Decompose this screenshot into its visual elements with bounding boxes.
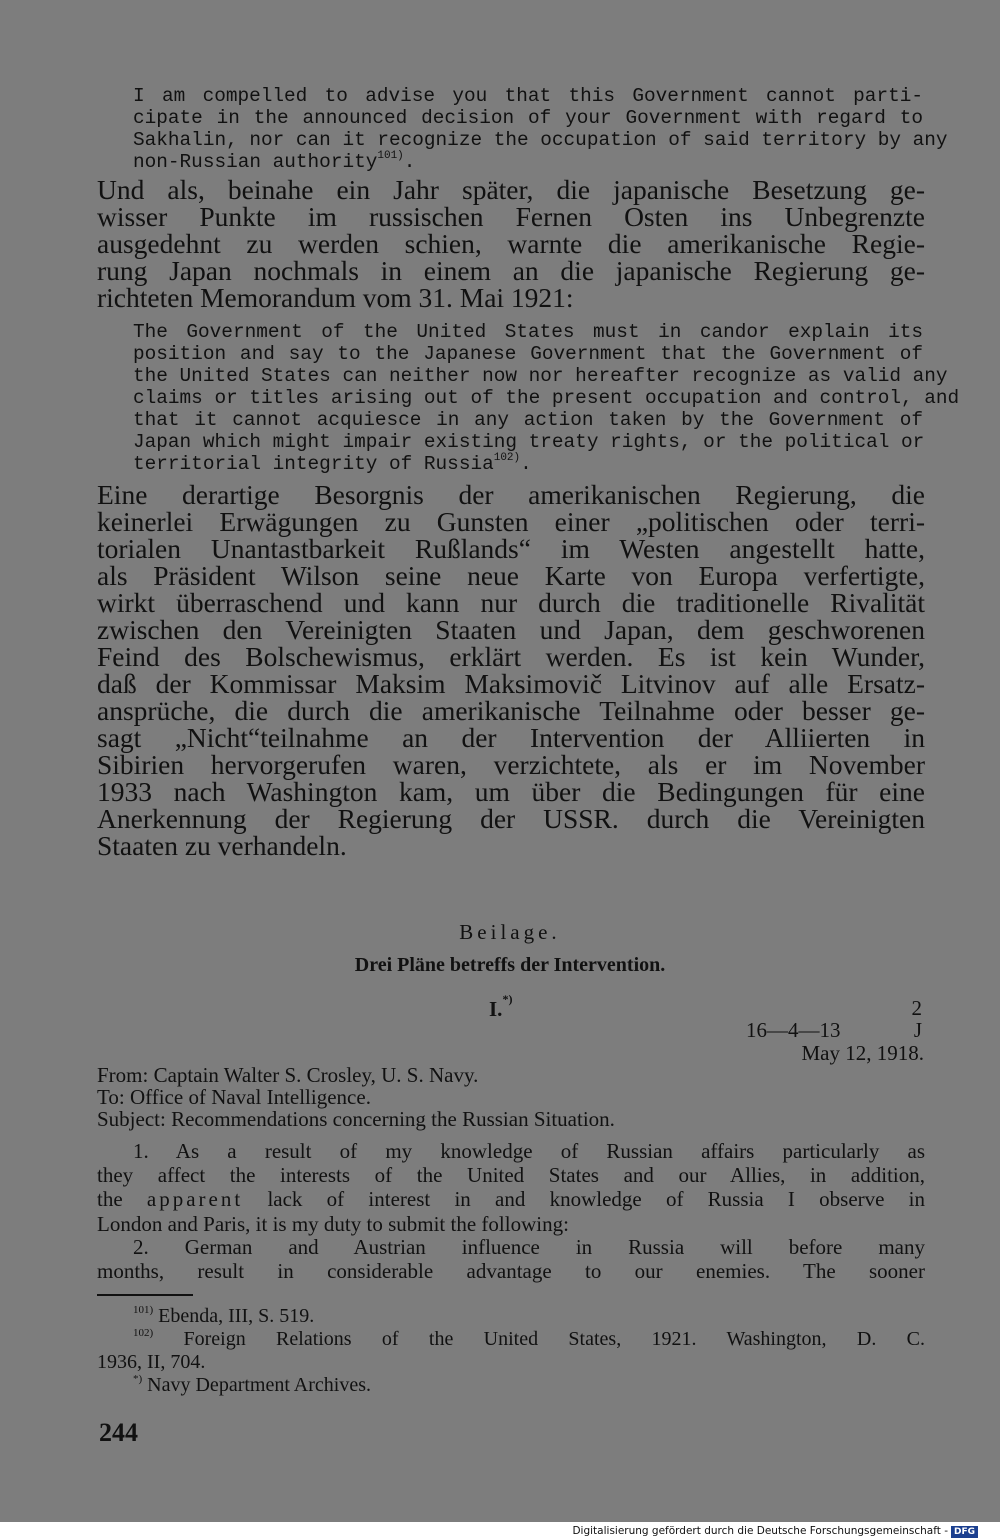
footnote-ref: 102) bbox=[493, 452, 521, 464]
text-line: Japan which might impair existing treaty rights, or the political or bbox=[133, 431, 925, 453]
text-fragment: territorial integrity of Russia bbox=[133, 453, 494, 475]
text-line: richteten Memorandum vom 31. Mai 1921: bbox=[97, 282, 574, 313]
text-line: 1933 nach Washington kam, um über die Bedingungen für eine bbox=[97, 776, 925, 807]
text-fragment: . bbox=[403, 151, 416, 173]
memo-subject: Subject: Recommendations concerning the Russian Situation. bbox=[97, 1107, 615, 1131]
footnote-mark: 102) bbox=[133, 1327, 154, 1339]
file-ref-number: 2 bbox=[911, 996, 922, 1020]
text-fragment: non-Russian authority bbox=[133, 151, 378, 173]
text-line: zwischen den Vereinigten Staaten und Japan, dem geschworenen bbox=[97, 614, 925, 645]
footnote-102-continued: 1936, II, 704. bbox=[97, 1351, 206, 1373]
dfg-logo: DFG bbox=[951, 1526, 978, 1538]
text-line: ausgedehnt zu werden schien, warnte die amerikanische Regie- bbox=[97, 228, 925, 259]
text-line: cipate in the announced decision of your Government with regard to bbox=[133, 107, 923, 129]
footnote-ref: 101) bbox=[377, 150, 404, 162]
text-fragment: . bbox=[520, 453, 532, 475]
text-line: the United States can neither now nor hereafter recognize as valid any bbox=[133, 365, 948, 387]
text-line: I am compelled to advise you that this Government cannot parti- bbox=[133, 85, 923, 107]
text-line: keinerlei Erwägungen zu Gunsten einer „politischen oder terri- bbox=[97, 506, 925, 537]
memo-paragraph-1 bbox=[97, 1139, 925, 1236]
memo-from: From: Captain Walter S. Crosley, U. S. Navy. bbox=[97, 1063, 479, 1087]
appendix-heading: Beilage. bbox=[459, 920, 561, 944]
text-line: 2. German and Austrian influence in Russia will before many bbox=[133, 1235, 925, 1259]
text-line: they affect the interests of the United States and our Allies, in addition, bbox=[97, 1163, 925, 1188]
footnote-101 bbox=[97, 1305, 925, 1328]
footnote-archives bbox=[97, 1374, 925, 1397]
footnote-mark: *) bbox=[133, 1373, 143, 1385]
quote-memorandum bbox=[133, 321, 960, 475]
text-line: Sakhalin, nor can it recognize the occupation of said territory by any bbox=[133, 129, 948, 151]
paragraph-japan-occupation bbox=[97, 176, 925, 311]
text-line: daß der Kommissar Maksim Maksimovič Litvinov auf alle Ersatz- bbox=[97, 668, 925, 699]
text-fragment: lack of interest in and knowledge of Russia I observe in bbox=[267, 1187, 926, 1212]
text-fragment: the bbox=[97, 1187, 123, 1212]
text-line bbox=[133, 453, 923, 475]
file-ref-code: 16—4—13 bbox=[746, 1018, 841, 1042]
paragraph-us-concern bbox=[97, 481, 925, 859]
emphasis-spaced: apparent bbox=[146, 1187, 244, 1212]
text-line: Feind des Bolschewismus, erklärt werden. Es ist kein Wunder, bbox=[97, 641, 925, 672]
text-line: Sibirien hervorgerufen waren, verzichtete, als er im November bbox=[97, 749, 925, 780]
footnotes bbox=[97, 1305, 925, 1397]
text-line: Staaten zu verhandeln. bbox=[97, 830, 347, 861]
memo-to: To: Office of Naval Intelligence. bbox=[97, 1085, 371, 1109]
text-line: months, result in considerable advantage to our enemies. The sooner bbox=[97, 1259, 925, 1284]
text-line: torialen Unantastbarkeit Rußlands“ im Westen angestellt hatte, bbox=[97, 533, 925, 564]
file-ref-letter: J bbox=[913, 1018, 922, 1042]
text-line: Eine derartige Besorgnis der amerikanischen Regierung, die bbox=[97, 479, 925, 510]
text-line bbox=[97, 1187, 925, 1211]
text-line: claims or titles arising out of the present occupation and control, and bbox=[133, 387, 960, 409]
footnote-text: Ebenda, III, S. 519. bbox=[158, 1305, 315, 1327]
text-line: sagt „Nicht“teilnahme an der Intervention der Alliierten in bbox=[97, 722, 925, 753]
text-line: London and Paris, it is my duty to submit the following: bbox=[97, 1211, 569, 1236]
text-line: ansprüche, die durch die amerikanische Teilnahme oder besser ge- bbox=[97, 695, 925, 726]
section-number bbox=[489, 992, 513, 1022]
footnote-102 bbox=[97, 1328, 925, 1351]
footnote-mark: 101) bbox=[133, 1304, 154, 1316]
text-line: wisser Punkte im russischen Fernen Osten ins Unbegrenzte bbox=[97, 201, 925, 232]
appendix-subheading: Drei Pläne betreffs der Intervention. bbox=[354, 954, 666, 976]
memo-paragraph-2 bbox=[97, 1235, 925, 1283]
text-line bbox=[133, 151, 923, 173]
memo-header bbox=[97, 1064, 615, 1130]
text-line: wirkt überraschend und kann nur durch die traditionelle Rivalität bbox=[97, 587, 925, 618]
footnote-rule bbox=[97, 1294, 193, 1296]
footer-text: Digitalisierung gefördert durch die Deutsche Forschungsgemeinschaft - bbox=[572, 1525, 948, 1537]
text-line: rung Japan nochmals in einem an die japanische Regierung ge- bbox=[97, 255, 925, 286]
footnote-text: Foreign Relations of the United States, 1921. Washington, D. C. bbox=[183, 1328, 925, 1350]
text-line: The Government of the United States must in candor explain its bbox=[133, 321, 923, 343]
text-line: 1. As a result of my knowledge of Russian affairs particularly as bbox=[133, 1139, 925, 1163]
text-line: Anerkennung der Regierung der USSR. durch die Vereinigten bbox=[97, 803, 925, 834]
footnote-text: Navy Department Archives. bbox=[147, 1374, 371, 1396]
text-line: that it cannot acquiesce in any action taken by the Government of bbox=[133, 409, 923, 431]
roman-numeral: I. bbox=[489, 997, 503, 1021]
text-line: als Präsident Wilson seine neue Karte von Europa verfertigte, bbox=[97, 560, 925, 591]
quote-sakhalin bbox=[133, 85, 948, 173]
page-number: 244 bbox=[99, 1418, 138, 1447]
text-line: position and say to the Japanese Government that the Government of bbox=[133, 343, 923, 365]
memo-date: May 12, 1918. bbox=[801, 1041, 924, 1065]
text-line: Und als, beinahe ein Jahr später, die japanische Besetzung ge- bbox=[97, 174, 925, 205]
footnote-ref: *) bbox=[502, 992, 513, 1006]
digitization-footer bbox=[572, 1524, 978, 1538]
